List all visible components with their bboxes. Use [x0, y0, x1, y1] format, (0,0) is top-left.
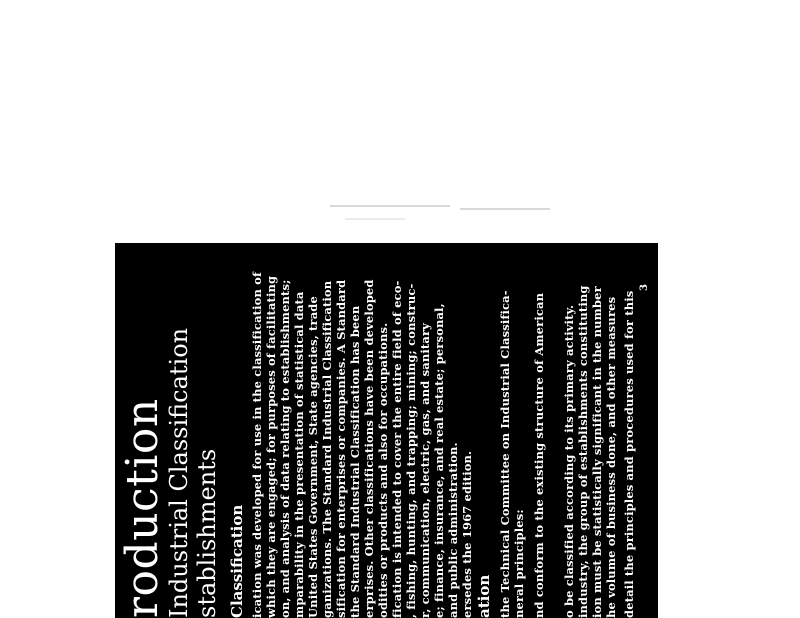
body-line: r, communication, electric, gas, and sanitary: [418, 323, 432, 618]
body-line: odities or products and also for occupations.: [376, 322, 390, 618]
body-line: , fishing, hunting, and trapping; mining; construc-: [404, 283, 418, 618]
page-title: roduction: [117, 398, 168, 618]
body-line: e; finance, insurance, and real estate; personal,: [432, 303, 446, 618]
section-heading-classification: Classification: [228, 504, 246, 618]
body-line: the Standard Industrial Classification has been: [348, 305, 362, 618]
chapter-heading-line-1: Industrial Classification: [165, 327, 193, 618]
body-line: industry, the group of establishments constituting: [576, 285, 590, 618]
body-line: erprises. Other classifications have been developed: [362, 279, 376, 618]
scan-artifact: [330, 205, 450, 207]
body-line: sification for enterprises or companies. A Standard: [334, 279, 348, 618]
document-page: [115, 243, 658, 618]
rotated-text-area: [115, 243, 658, 618]
body-line: ion must be statistically significant in the number: [590, 286, 604, 618]
body-line: neral principles:: [512, 509, 526, 618]
body-line: fication is intended to cover the entire field of eco-: [390, 280, 404, 618]
body-line: United States Government, State agencies, trade: [306, 296, 320, 618]
section-heading-2: ation: [475, 574, 493, 618]
body-line: ersedes the 1967 edition.: [460, 450, 474, 618]
body-line: the Technical Committee on Industrial Classifica-: [498, 290, 512, 618]
scan-artifact: [345, 218, 405, 220]
scan-artifact: [460, 208, 550, 210]
body-line: nd conform to the existing structure of American: [532, 292, 546, 618]
page-number: 3: [639, 284, 650, 291]
body-line: and public administration.: [446, 442, 460, 618]
body-line: which they are engaged; for purposes of facilitating: [264, 275, 278, 618]
body-line: on, and analysis of data relating to establishments;: [278, 279, 292, 618]
body-line: mparability in the presentation of statistical data: [292, 291, 306, 618]
body-line: o be classified according to its primary activity.: [562, 304, 576, 618]
chapter-heading-line-2: stablishments: [193, 448, 221, 618]
body-line: ication was developed for use in the classification of: [250, 271, 264, 618]
body-line: ganizations. The Standard Industrial Classification: [320, 280, 334, 618]
body-line: detail the principles and procedures used for this: [622, 290, 636, 618]
body-line: he volume of business done, and other measures: [604, 296, 618, 618]
